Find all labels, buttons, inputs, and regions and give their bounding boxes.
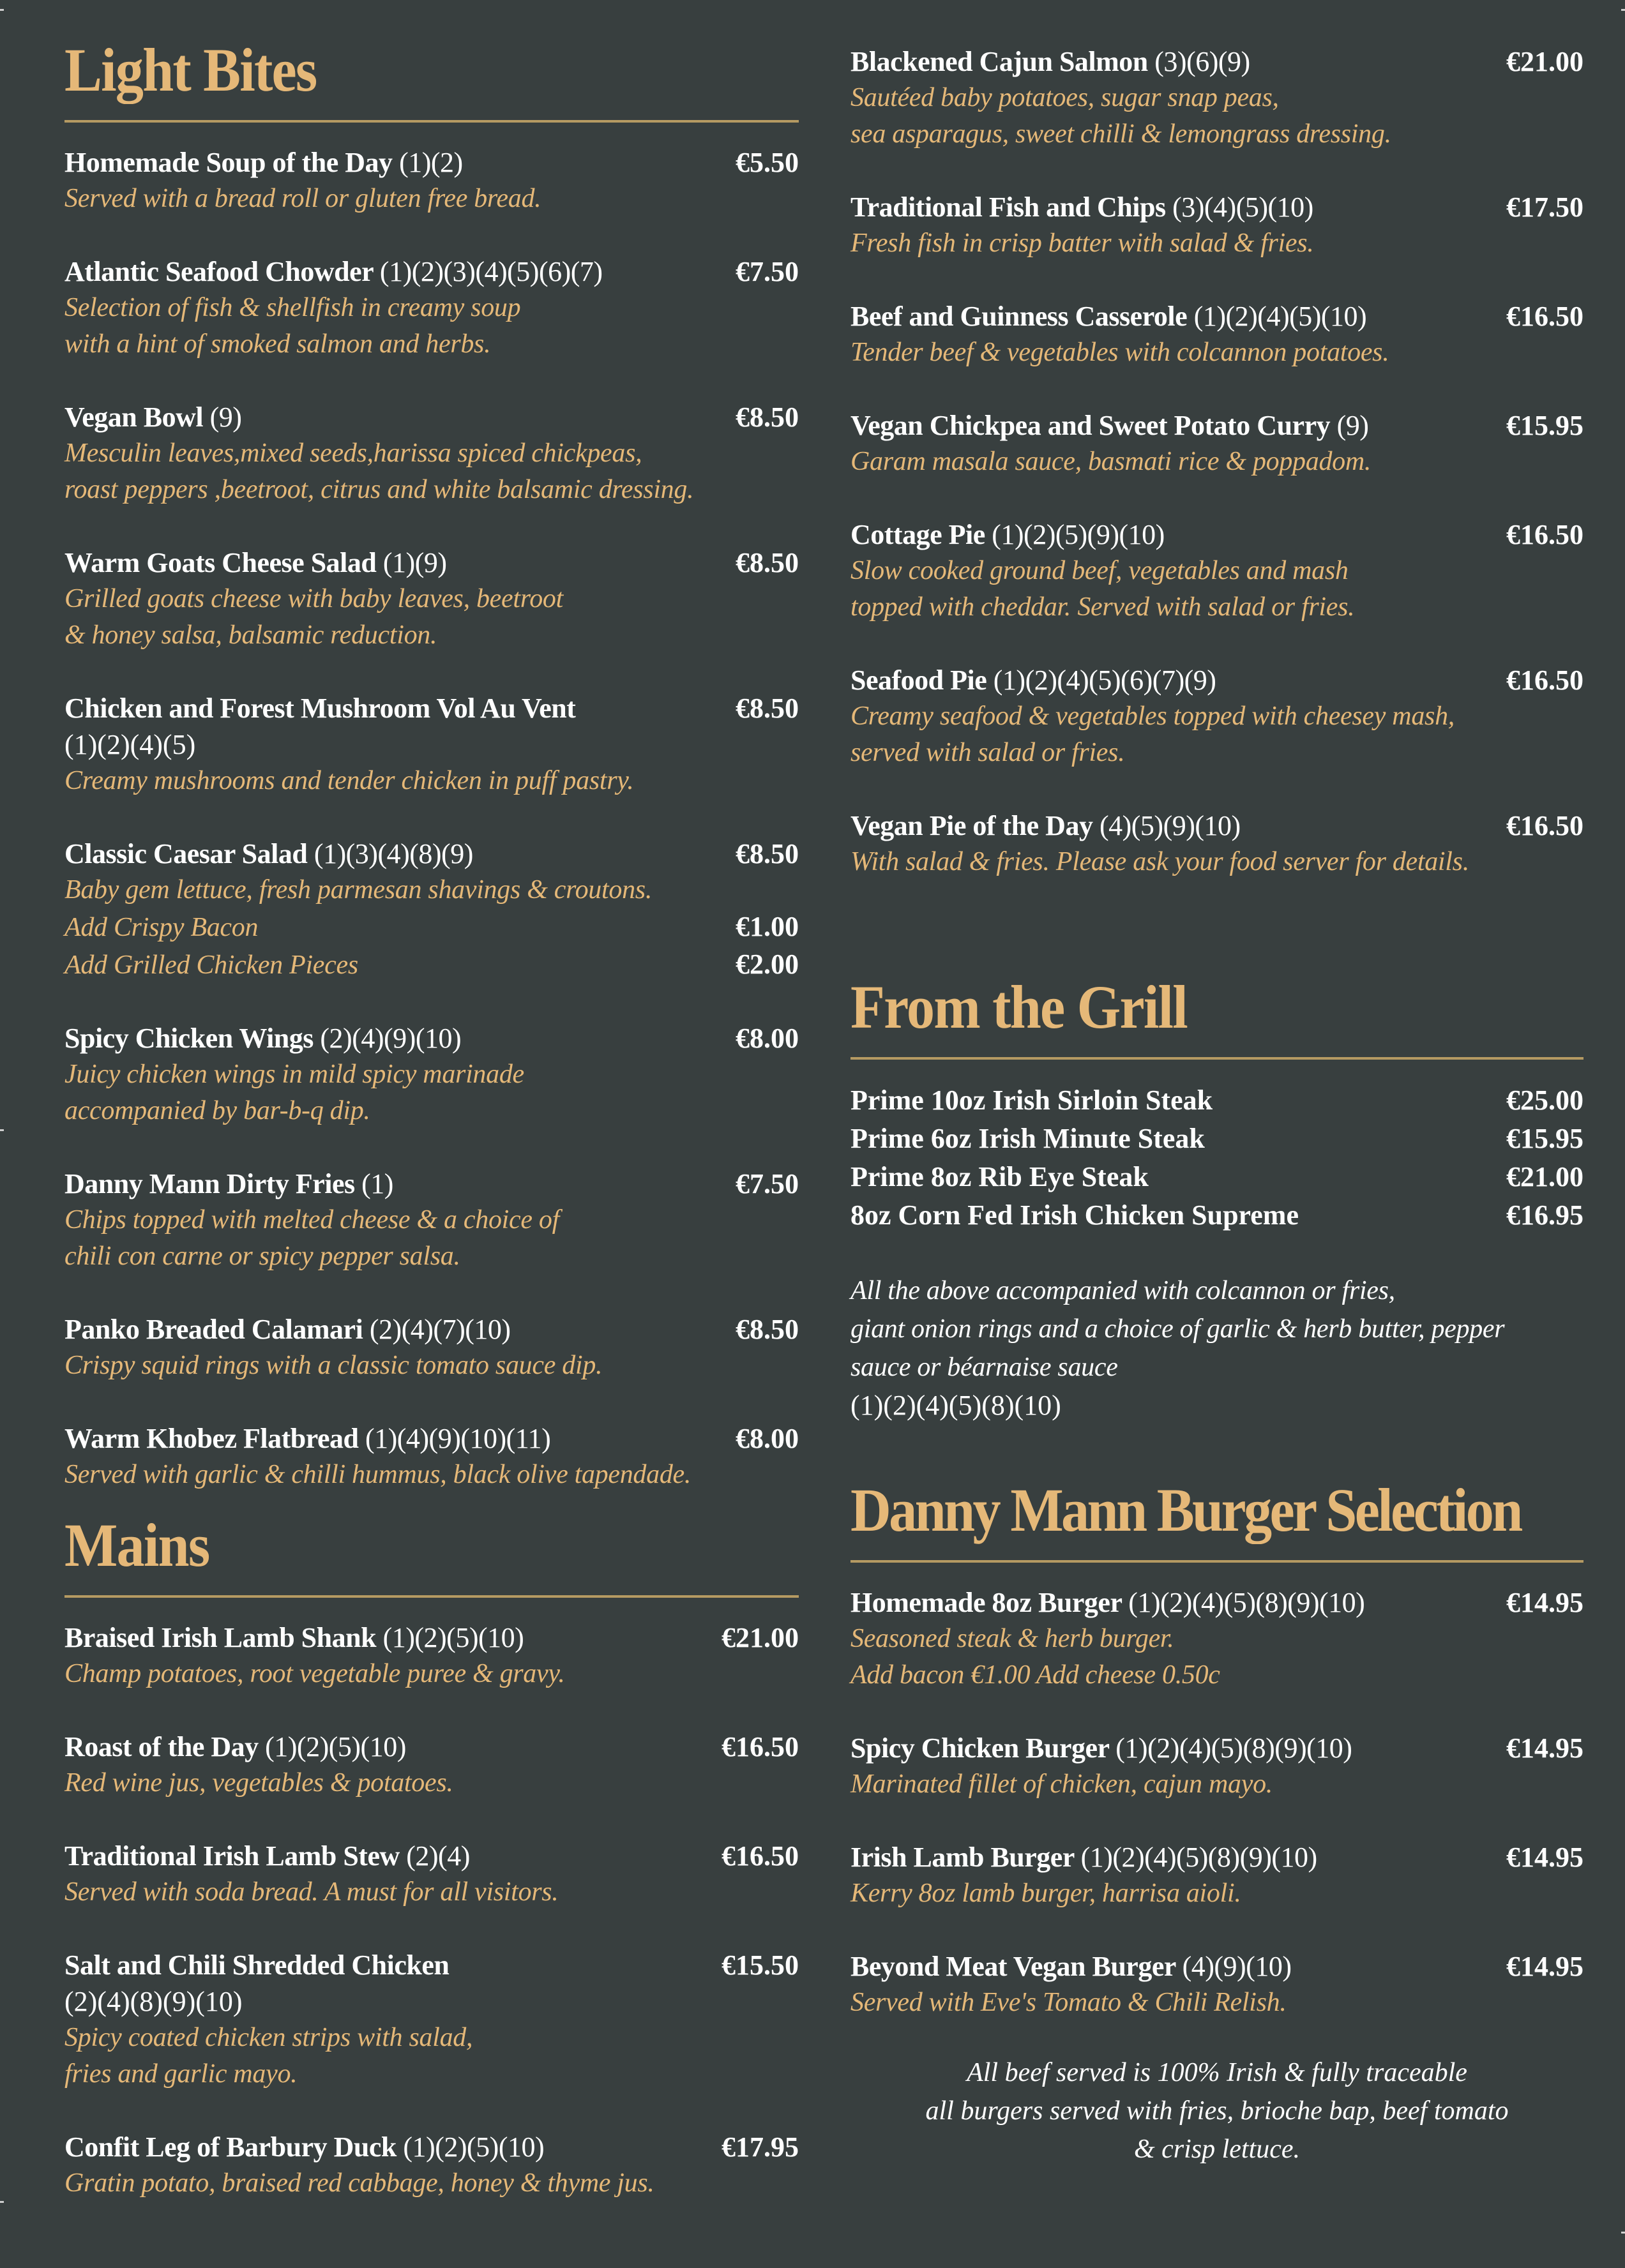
item-price: €16.50 [1506, 665, 1583, 696]
item-price: €5.50 [736, 147, 799, 178]
footer-note-line: all burgers served with fries, brioche bap, beef tomato [925, 2096, 1509, 2126]
item-description: Sautéed baby potatoes, sugar snap peas, [850, 83, 1279, 112]
crop-mark-icon [1621, 9, 1625, 11]
item-name: Vegan Chickpea and Sweet Potato Curry [850, 410, 1331, 441]
menu-item [850, 516, 1583, 626]
menu-item [850, 43, 1583, 153]
item-price: €17.50 [1506, 192, 1583, 223]
item-description: Creamy seafood & vegetables topped with cheesey mash, [850, 702, 1455, 731]
item-allergens: (1)(2)(4)(5)(8)(9)(10) [1128, 1587, 1365, 1618]
menu-item [64, 399, 799, 508]
item-name: Braised Irish Lamb Shank [64, 1622, 377, 1653]
item-description: Kerry 8oz lamb burger, harrisa aioli. [850, 1879, 1241, 1908]
item-price: €16.50 [1506, 301, 1583, 332]
item-allergens: (1)(2)(4)(5)(8)(9)(10) [1115, 1732, 1352, 1764]
item-allergens: (1)(2)(4)(5)(8)(9)(10) [1080, 1842, 1317, 1873]
section-title-grill: From the Grill [850, 973, 1187, 1041]
addon-label: Add Crispy Bacon [64, 913, 259, 942]
item-allergens: (4)(5)(9)(10) [1099, 810, 1241, 841]
mains-section [64, 1511, 799, 2238]
grill-item [850, 1120, 1583, 1158]
item-allergens: (1)(2) [399, 147, 463, 178]
item-description: chili con carne or spicy pepper salsa. [64, 1242, 460, 1271]
menu-item [850, 298, 1583, 371]
crop-mark-icon [0, 1129, 4, 1131]
item-allergens: (1)(2)(5)(10) [265, 1731, 406, 1762]
item-price: €16.50 [1506, 810, 1583, 841]
item-name: Warm Khobez Flatbread [64, 1423, 359, 1454]
item-price: €21.00 [1506, 1161, 1583, 1192]
item-description: Seasoned steak & herb burger. [850, 1624, 1174, 1653]
item-price: €8.50 [736, 547, 799, 578]
item-allergens: (1)(2)(5)(10) [382, 1622, 524, 1653]
footer-note-line: All beef served is 100% Irish & fully traceable [967, 2058, 1467, 2087]
item-name: Prime 10oz Irish Sirloin Steak [850, 1085, 1213, 1116]
menu-item [850, 1948, 1583, 2021]
item-description: Red wine jus, vegetables & potatoes. [64, 1768, 453, 1798]
menu-item [64, 1166, 799, 1275]
menu-item [64, 836, 799, 984]
item-allergens: (3)(6)(9) [1154, 46, 1250, 77]
item-price: €21.00 [1506, 46, 1583, 77]
menu-item [64, 1420, 799, 1493]
menu-item [850, 1584, 1583, 1693]
item-description: & honey salsa, balsamic reduction. [64, 620, 437, 650]
item-name: Danny Mann Dirty Fries [64, 1168, 355, 1199]
item-allergens: (4)(9)(10) [1182, 1951, 1292, 1982]
item-description: Creamy mushrooms and tender chicken in puff pastry. [64, 766, 634, 795]
item-price: €16.95 [1506, 1199, 1583, 1231]
menu-item [850, 662, 1583, 771]
item-price: €8.50 [736, 402, 799, 433]
item-name: Chicken and Forest Mushroom Vol Au Vent [64, 693, 576, 724]
item-description: Grilled goats cheese with baby leaves, beetroot [64, 584, 563, 613]
menu-item [64, 544, 799, 654]
item-price: €8.50 [736, 838, 799, 869]
section-divider [850, 1057, 1583, 1060]
item-name: Prime 8oz Rib Eye Steak [850, 1161, 1149, 1192]
item-price: €8.00 [736, 1423, 799, 1454]
menu-item [64, 1947, 799, 2092]
item-name: Panko Breaded Calamari [64, 1314, 363, 1345]
item-description: Served with garlic & chilli hummus, black olive tapendade. [64, 1460, 692, 1489]
item-allergens: (1)(4)(9)(10)(11) [365, 1423, 551, 1454]
item-description: Mesculin leaves,mixed seeds,harissa spiced chickpeas, [64, 439, 642, 468]
item-description: roast peppers ,beetroot, citrus and white balsamic dressing. [64, 475, 694, 504]
crop-mark-icon [1621, 2232, 1625, 2234]
menu-item [64, 1838, 799, 1911]
item-name: Cottage Pie [850, 519, 985, 550]
item-price: €7.50 [736, 1168, 799, 1199]
menu-item [64, 253, 799, 363]
item-description: Served with a bread roll or gluten free bread. [64, 184, 541, 213]
item-allergens: (2)(4)(7)(10) [369, 1314, 511, 1345]
item-name: Atlantic Seafood Chowder [64, 256, 374, 287]
menu-item [64, 1311, 799, 1384]
burger-footer-note [850, 2054, 1583, 2168]
item-price: €21.00 [722, 1622, 799, 1653]
item-name: Confit Leg of Barbury Duck [64, 2131, 397, 2163]
item-price: €17.95 [722, 2131, 799, 2163]
item-allergens: (1)(2)(4)(5) [64, 729, 196, 760]
item-description: Juicy chicken wings in mild spicy marinade [64, 1060, 524, 1089]
item-price: €15.50 [722, 1949, 799, 1981]
burger-section [850, 1476, 1583, 2168]
item-allergens: (2)(4)(8)(9)(10) [64, 1986, 243, 2017]
section-divider [850, 1560, 1583, 1563]
item-description: Slow cooked ground beef, vegetables and mash [850, 556, 1349, 585]
item-allergens: (9) [1336, 410, 1369, 441]
item-allergens: (3)(4)(5)(10) [1172, 192, 1313, 223]
item-price: €16.50 [1506, 519, 1583, 550]
menu-item [64, 144, 799, 217]
item-price: €25.00 [1506, 1085, 1583, 1116]
item-name: Traditional Fish and Chips [850, 192, 1166, 223]
grill-note-allergens: (1)(2)(4)(5)(8)(10) [850, 1390, 1061, 1421]
mains-continued [850, 43, 1583, 917]
item-price: €14.95 [1506, 1951, 1583, 1982]
item-name: Prime 6oz Irish Minute Steak [850, 1123, 1205, 1154]
section-title-burgers: Danny Mann Burger Selection [850, 1476, 1521, 1544]
item-description: fries and garlic mayo. [64, 2059, 298, 2089]
item-description: Baby gem lettuce, fresh parmesan shavings & croutons. [64, 875, 653, 905]
item-name: Classic Caesar Salad [64, 838, 308, 869]
item-description: Marinated fillet of chicken, cajun mayo. [850, 1769, 1273, 1799]
item-description: With salad & fries. Please ask your food server for details. [850, 847, 1469, 876]
item-allergens: (1)(2)(5)(9)(10) [992, 519, 1165, 550]
item-description: Crispy squid rings with a classic tomato sauce dip. [64, 1351, 603, 1380]
item-allergens: (1)(2)(3)(4)(5)(6)(7) [379, 256, 603, 287]
item-price: €16.50 [722, 1731, 799, 1762]
item-allergens: (1)(3)(4)(8)(9) [314, 838, 473, 869]
item-price: €15.95 [1506, 410, 1583, 441]
grill-item [850, 1081, 1583, 1120]
grill-note-line: All the above accompanied with colcannon or fries, [850, 1276, 1395, 1305]
item-allergens: (2)(4)(9)(10) [320, 1023, 462, 1054]
item-description: Gratin potato, braised red cabbage, honey & thyme jus. [64, 2168, 654, 2198]
item-name: Warm Goats Cheese Salad [64, 547, 377, 578]
item-allergens: (1) [361, 1168, 393, 1199]
menu-item [64, 1020, 799, 1129]
menu-item [64, 2129, 799, 2202]
item-name: Vegan Pie of the Day [850, 810, 1093, 841]
crop-mark-icon [0, 9, 4, 11]
grill-note-line: giant onion rings and a choice of garlic & herb butter, pepper [850, 1314, 1505, 1344]
section-divider [64, 120, 799, 123]
menu-item [850, 1730, 1583, 1803]
item-description: Spicy coated chicken strips with salad, [64, 2023, 473, 2052]
item-allergens: (2)(4) [406, 1840, 470, 1872]
item-price: €15.95 [1506, 1123, 1583, 1154]
item-name: Vegan Bowl [64, 402, 204, 433]
item-price: €8.50 [736, 693, 799, 724]
crop-mark-icon [0, 2201, 4, 2203]
item-price: €14.95 [1506, 1842, 1583, 1873]
item-description: served with salad or fries. [850, 738, 1125, 767]
item-description: topped with cheddar. Served with salad or fries. [850, 592, 1355, 622]
item-price: €14.95 [1506, 1732, 1583, 1764]
item-name: Spicy Chicken Wings [64, 1023, 314, 1054]
menu-item [850, 189, 1583, 262]
item-description: Champ potatoes, root vegetable puree & gravy. [64, 1659, 565, 1688]
item-description: Fresh fish in crisp batter with salad & fries. [850, 229, 1314, 258]
item-description: sea asparagus, sweet chilli & lemongrass dressing. [850, 119, 1391, 149]
item-description: Garam masala sauce, basmati rice & poppadom. [850, 447, 1372, 476]
menu-item [64, 1729, 799, 1801]
item-description: accompanied by bar-b-q dip. [64, 1096, 370, 1125]
grill-note-line: sauce or béarnaise sauce [850, 1353, 1118, 1382]
addon-price: €2.00 [736, 949, 799, 980]
light-bites-section [64, 36, 799, 1529]
item-allergens: (1)(2)(4)(5)(10) [1193, 301, 1367, 332]
item-price: €16.50 [722, 1840, 799, 1872]
menu-item [850, 807, 1583, 880]
item-description: with a hint of smoked salmon and herbs. [64, 329, 491, 359]
item-name: Salt and Chili Shredded Chicken [64, 1949, 450, 1981]
grill-section [850, 973, 1583, 1425]
grill-item [850, 1158, 1583, 1196]
item-description: Add bacon €1.00 Add cheese 0.50c [850, 1660, 1220, 1690]
item-description: Served with soda bread. A must for all visitors. [64, 1877, 559, 1907]
item-name: Traditional Irish Lamb Stew [64, 1840, 400, 1872]
item-name: Homemade Soup of the Day [64, 147, 393, 178]
item-description: Selection of fish & shellfish in creamy soup [64, 293, 521, 322]
item-price: €8.00 [736, 1023, 799, 1054]
section-title-mains: Mains [64, 1511, 209, 1579]
addon-label: Add Grilled Chicken Pieces [64, 950, 358, 980]
menu-item [64, 1619, 799, 1692]
menu-item [64, 690, 799, 799]
item-name: Beyond Meat Vegan Burger [850, 1951, 1176, 1982]
item-allergens: (1)(2)(5)(10) [403, 2131, 545, 2163]
item-description: Tender beef & vegetables with colcannon potatoes. [850, 338, 1389, 367]
section-divider [64, 1595, 799, 1598]
item-name: Roast of the Day [64, 1731, 259, 1762]
grill-item [850, 1196, 1583, 1235]
item-price: €7.50 [736, 256, 799, 287]
addon-row [64, 908, 799, 946]
item-name: Beef and Guinness Casserole [850, 301, 1188, 332]
footer-note-line: & crisp lettuce. [1133, 2135, 1301, 2164]
grill-note [850, 1272, 1583, 1425]
item-name: Spicy Chicken Burger [850, 1732, 1109, 1764]
menu-item [850, 1839, 1583, 1912]
section-title-light-bites: Light Bites [64, 36, 317, 104]
addon-price: €1.00 [736, 911, 799, 942]
item-price: €14.95 [1506, 1587, 1583, 1618]
item-description: Served with Eve's Tomato & Chili Relish. [850, 1988, 1287, 2017]
addon-row [64, 946, 799, 984]
item-allergens: (9) [209, 402, 242, 433]
item-name: Irish Lamb Burger [850, 1842, 1075, 1873]
item-name: Homemade 8oz Burger [850, 1587, 1122, 1618]
item-name: Seafood Pie [850, 665, 987, 696]
item-description: Chips topped with melted cheese & a choice of [64, 1205, 559, 1235]
menu-item [850, 407, 1583, 480]
item-allergens: (1)(2)(4)(5)(6)(7)(9) [993, 665, 1216, 696]
item-price: €8.50 [736, 1314, 799, 1345]
item-allergens: (1)(9) [382, 547, 447, 578]
item-name: Blackened Cajun Salmon [850, 46, 1148, 77]
item-name: 8oz Corn Fed Irish Chicken Supreme [850, 1199, 1299, 1231]
